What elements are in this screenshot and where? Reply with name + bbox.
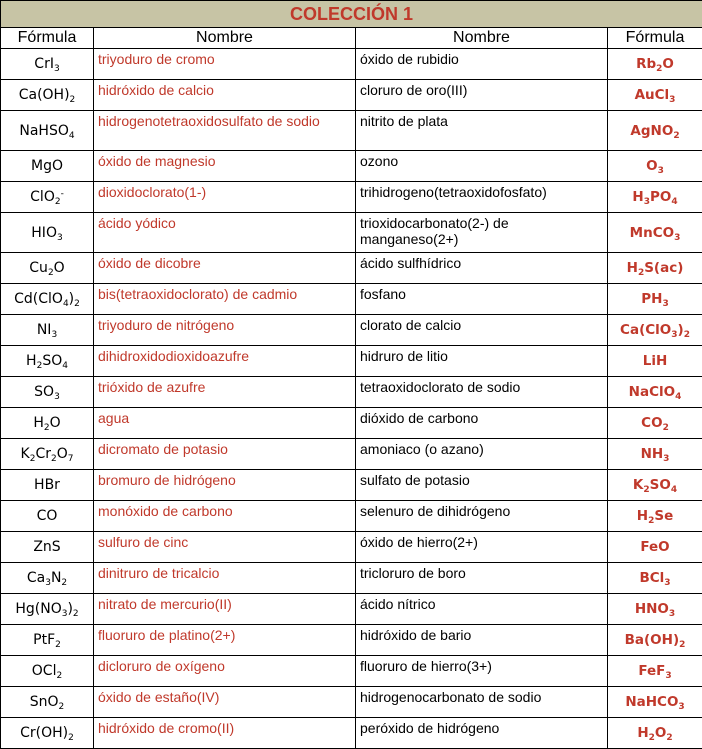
name-right: ácido sulfhídrico (356, 253, 608, 284)
name-left: hidróxido de calcio (94, 80, 356, 111)
formula-left: $Cr(OH)_2$ (1, 718, 94, 749)
table-row (1, 80, 702, 111)
name-right: clorato de calcio (356, 315, 608, 346)
name-right: ozono (356, 151, 608, 182)
name-left: triyoduro de cromo (94, 49, 356, 80)
header-row (1, 28, 702, 49)
formula-right: FeO (608, 532, 702, 563)
formula-left: OCl$_2$ (1, 656, 94, 687)
name-left: bromuro de hidrógeno (94, 470, 356, 501)
formula-left: MgO (1, 151, 94, 182)
header-formula-right: Fórmula (608, 28, 702, 49)
table-row (1, 284, 702, 315)
table-row (1, 501, 702, 532)
formula-left: $Ca(OH)_2$ (1, 80, 94, 111)
name-right: tricloruro de boro (356, 563, 608, 594)
header-formula-left: Fórmula (1, 28, 94, 49)
name-left: triyoduro de nitrógeno (94, 315, 356, 346)
formula-right: $PH_3$ (608, 284, 702, 315)
name-left: sulfuro de cinc (94, 532, 356, 563)
table-row (1, 563, 702, 594)
table-row (1, 408, 702, 439)
formula-right: AuCl$_3$ (608, 80, 702, 111)
name-right: nitrito de plata (356, 111, 608, 151)
header-name-right: Nombre (356, 28, 608, 49)
name-left: agua (94, 408, 356, 439)
name-left: hidrogenotetraoxidosulfato de sodio (94, 111, 356, 151)
formula-left: $HIO_3$ (1, 213, 94, 253)
formula-left: $Cd(ClO_4)_2$ (1, 284, 94, 315)
table-row (1, 111, 702, 151)
formula-right: $Rb_2O$ (608, 49, 702, 80)
table-row (1, 656, 702, 687)
name-right: peróxido de hidrógeno (356, 718, 608, 749)
table-row (1, 377, 702, 408)
name-left: fluoruro de platino(2+) (94, 625, 356, 656)
table-row (1, 470, 702, 501)
formula-right: $Ca(ClO_3)_2$ (608, 315, 702, 346)
formula-right: LiH (608, 346, 702, 377)
table-row (1, 315, 702, 346)
formula-left: $H_2O$ (1, 408, 94, 439)
name-left: bis(tetraoxidoclorato) de cadmio (94, 284, 356, 315)
name-right: sulfato de potasio (356, 470, 608, 501)
name-right: hidrogenocarbonato de sodio (356, 687, 608, 718)
name-right: óxido de rubidio (356, 49, 608, 80)
formula-left: HBr (1, 470, 94, 501)
formula-left: ZnS (1, 532, 94, 563)
formula-left: ClO$_2$- (1, 182, 94, 213)
formula-right: AgNO$_2$ (608, 111, 702, 151)
table-row (1, 49, 702, 80)
table-row (1, 532, 702, 563)
table-row (1, 213, 702, 253)
formula-right: $O_3$ (608, 151, 702, 182)
name-left: óxido de estaño(IV) (94, 687, 356, 718)
name-right: trioxidocarbonato(2-) de manganeso(2+) (356, 213, 608, 253)
formula-right: $Ba(OH)_2$ (608, 625, 702, 656)
name-left: ácido yódico (94, 213, 356, 253)
name-left: dinitruro de tricalcio (94, 563, 356, 594)
name-left: monóxido de carbono (94, 501, 356, 532)
name-left: hidróxido de cromo(II) (94, 718, 356, 749)
table-row (1, 151, 702, 182)
table-row (1, 182, 702, 213)
formula-right: MnCO$_3$ (608, 213, 702, 253)
formula-right: $K_2SO_4$ (608, 470, 702, 501)
name-left: óxido de magnesio (94, 151, 356, 182)
table-row (1, 439, 702, 470)
name-right: dióxido de carbono (356, 408, 608, 439)
title-row (1, 1, 702, 28)
table-row (1, 687, 702, 718)
formula-left: SnO$_2$ (1, 687, 94, 718)
formula-left: PtF$_2$ (1, 625, 94, 656)
formula-right: $H_2O_2$ (608, 718, 702, 749)
name-right: selenuro de dihidrógeno (356, 501, 608, 532)
formula-right: NaHCO$_3$ (608, 687, 702, 718)
name-left: trióxido de azufre (94, 377, 356, 408)
formula-right: $H_3PO_4$ (608, 182, 702, 213)
formula-left: $Cu_2O$ (1, 253, 94, 284)
formula-right: NaClO$_4$ (608, 377, 702, 408)
table-row (1, 346, 702, 377)
name-right: fluoruro de hierro(3+) (356, 656, 608, 687)
name-right: fosfano (356, 284, 608, 315)
formula-left: $K_2Cr_2O_7$ (1, 439, 94, 470)
formula-left: $NI_3$ (1, 315, 94, 346)
table-row (1, 718, 702, 749)
formula-right: $CO_2$ (608, 408, 702, 439)
header-name-left: Nombre (94, 28, 356, 49)
name-right: hidróxido de bario (356, 625, 608, 656)
formula-left: $SO_3$ (1, 377, 94, 408)
formula-left: $Hg(NO_3)_2$ (1, 594, 94, 625)
formula-right: BCl$_3$ (608, 563, 702, 594)
name-right: cloruro de oro(III) (356, 80, 608, 111)
name-left: dicloruro de oxígeno (94, 656, 356, 687)
formula-right: FeF$_3$ (608, 656, 702, 687)
formula-right: $H_2S(ac)$ (608, 253, 702, 284)
name-right: ácido nítrico (356, 594, 608, 625)
name-left: dioxidoclorato(1-) (94, 182, 356, 213)
formula-left: NaHSO$_4$ (1, 111, 94, 151)
table-row (1, 594, 702, 625)
formula-left: CO (1, 501, 94, 532)
name-right: tetraoxidoclorato de sodio (356, 377, 608, 408)
name-right: óxido de hierro(2+) (356, 532, 608, 563)
collection-title: COLECCIÓN 1 (1, 1, 702, 28)
formula-left: $H_2SO_4$ (1, 346, 94, 377)
name-left: óxido de dicobre (94, 253, 356, 284)
table-row (1, 253, 702, 284)
formula-left: $Ca_3N_2$ (1, 563, 94, 594)
formula-right: $HNO_3$ (608, 594, 702, 625)
formula-right: $NH_3$ (608, 439, 702, 470)
name-left: dicromato de potasio (94, 439, 356, 470)
table-row (1, 625, 702, 656)
name-left: dihidroxidodioxidoazufre (94, 346, 356, 377)
name-right: hidruro de litio (356, 346, 608, 377)
name-right: amoniaco (o azano) (356, 439, 608, 470)
name-left: nitrato de mercurio(II) (94, 594, 356, 625)
name-right: trihidrogeno(tetraoxidofosfato) (356, 182, 608, 213)
formula-right: $H_2Se$ (608, 501, 702, 532)
formula-left: CrI$_3$ (1, 49, 94, 80)
